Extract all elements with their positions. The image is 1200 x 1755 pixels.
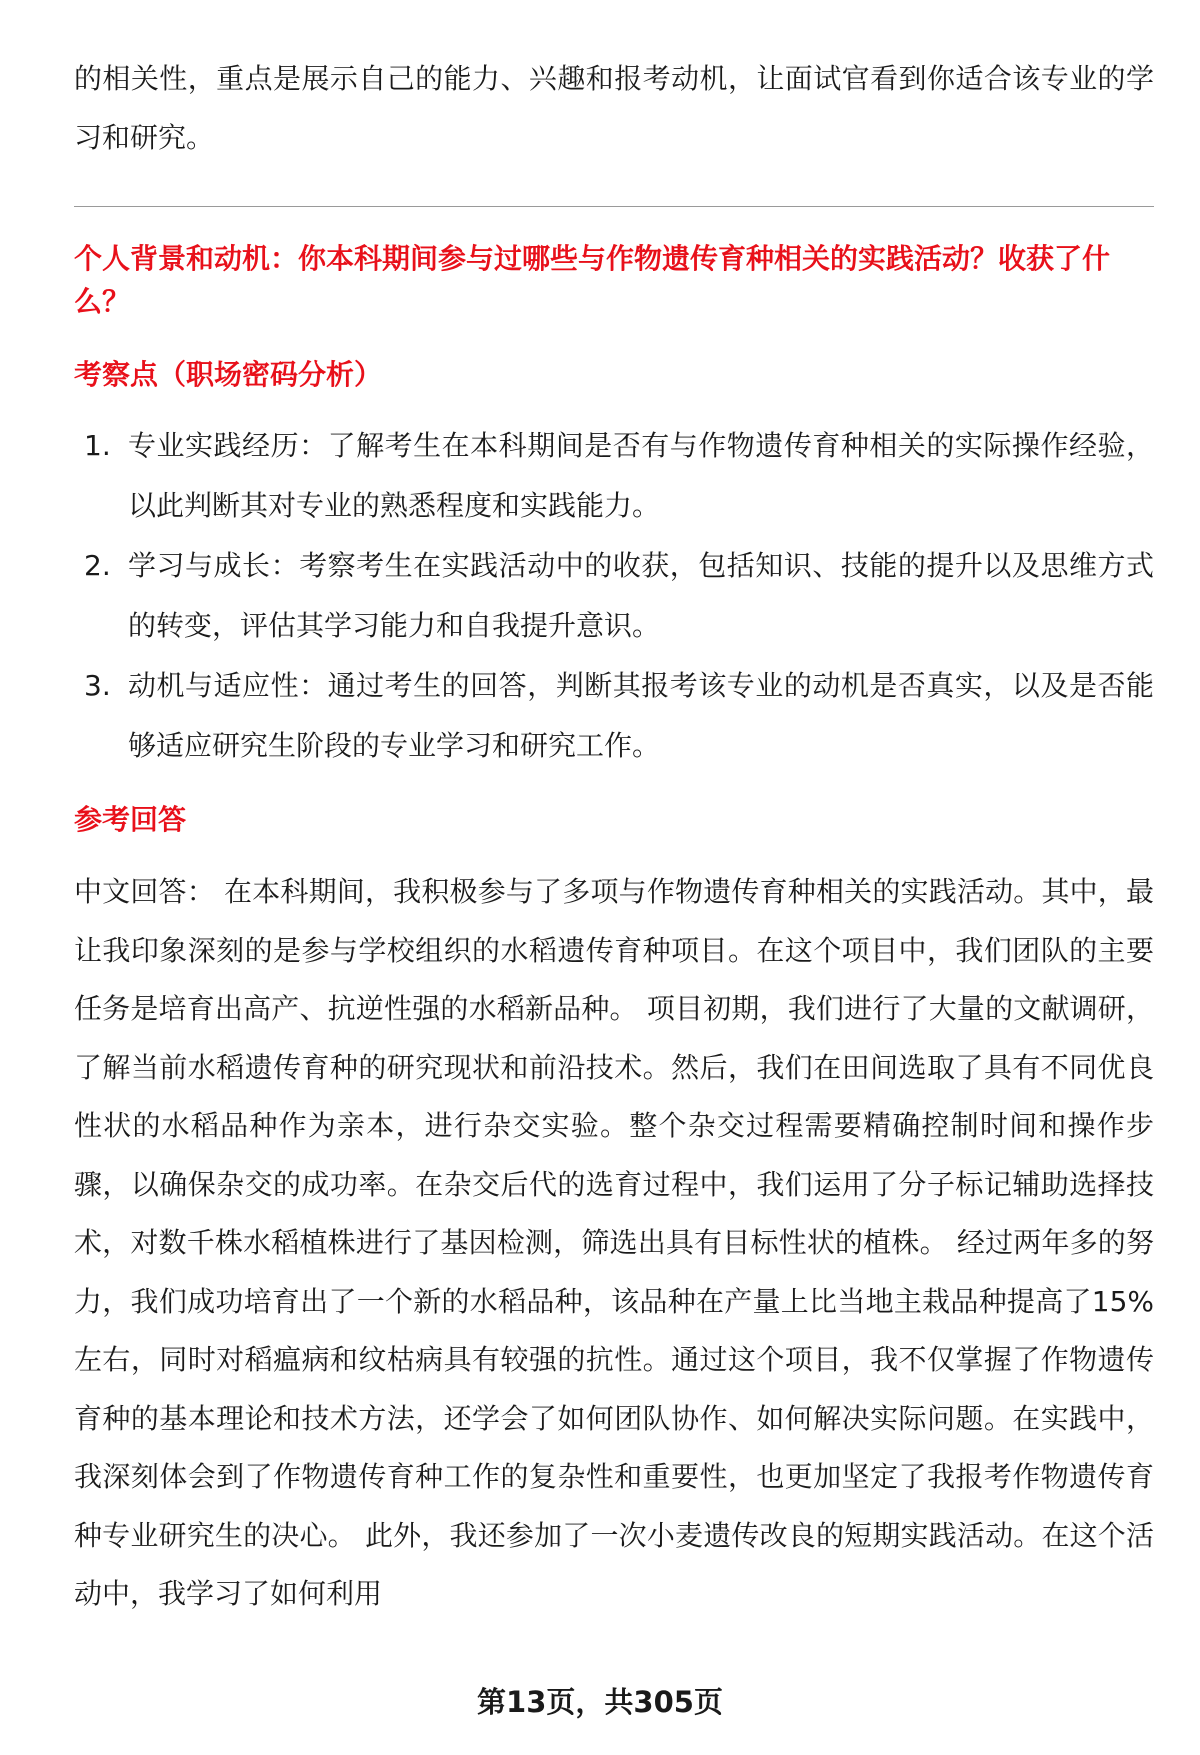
intro-paragraph: 的相关性，重点是展示自己的能力、兴趣和报考动机，让面试官看到你适合该专业的学习和研究。 (74, 62, 1154, 154)
list-item (74, 416, 1154, 536)
list-item-number: 3. (84, 669, 111, 702)
list-item-text: 学习与成长：考察考生在实践活动中的收获，包括知识、技能的提升以及思维方式的转变，评估其学习能力和自我提升意识。 (128, 549, 1154, 642)
exam-points-list (74, 416, 1154, 776)
list-item-number: 1. (84, 429, 111, 462)
list-item (74, 656, 1154, 776)
question-heading: 个人背景和动机：你本科期间参与过哪些与作物遗传育种相关的实践活动？收获了什么？ (74, 242, 1111, 318)
list-item-text: 专业实践经历：了解考生在本科期间是否有与作物遗传育种相关的实际操作经验，以此判断其对专业的熟悉程度和实践能力。 (128, 429, 1154, 522)
reference-answer-heading: 参考回答 (74, 803, 187, 836)
page-content (74, 50, 1154, 1624)
section-divider (74, 206, 1154, 207)
exam-points-heading: 考察点（职场密码分析） (74, 358, 383, 391)
list-item-number: 2. (84, 549, 111, 582)
answer-paragraph: 中文回答： 在本科期间，我积极参与了多项与作物遗传育种相关的实践活动。其中，最让我印象深刻的是参与学校组织的水稻遗传育种项目。在这个项目中，我们团队的主要任务是培育出高产、抗逆性强的水稻新品种。 项目初期，我们进行了大量的文献调研，了解当前水稻遗传育种的研究现状和前沿技术。然后，我们在田间选取了具有不同优良性状的水稻品种作为亲本，进行杂交实验。整个杂交过程需要精确控制时间和操作步骤，以确保杂交的成功率。在杂交后代的选育过程中，我们运用了分子标记辅助选择技术，对数千株水稻植株进行了基因检测，筛选出具有目标性状的植株。 经过两年多的努力，我们成功培育出了一个新的水稻品种，该品种在产量上比当地主栽品种提高了15%左右，同时对稻瘟病和纹枯病具有较强的抗性。通过这个项目，我不仅掌握了作物遗传育种的基本理论和技术方法，还学会了如何团队协作、如何解决实际问题。在实践中，我深刻体会到了作物遗传育种工作的复杂性和重要性，也更加坚定了我报考作物遗传育种专业研究生的决心。 此外，我还参加了一次小麦遗传改良的短期实践活动。在这个活动中，我学习了如何利用 (74, 875, 1154, 1610)
list-item (74, 536, 1154, 656)
page-number-footer: 第13页，共305页 (477, 1685, 723, 1719)
list-item-text: 动机与适应性：通过考生的回答，判断其报考该专业的动机是否真实，以及是否能够适应研究生阶段的专业学习和研究工作。 (128, 669, 1154, 762)
